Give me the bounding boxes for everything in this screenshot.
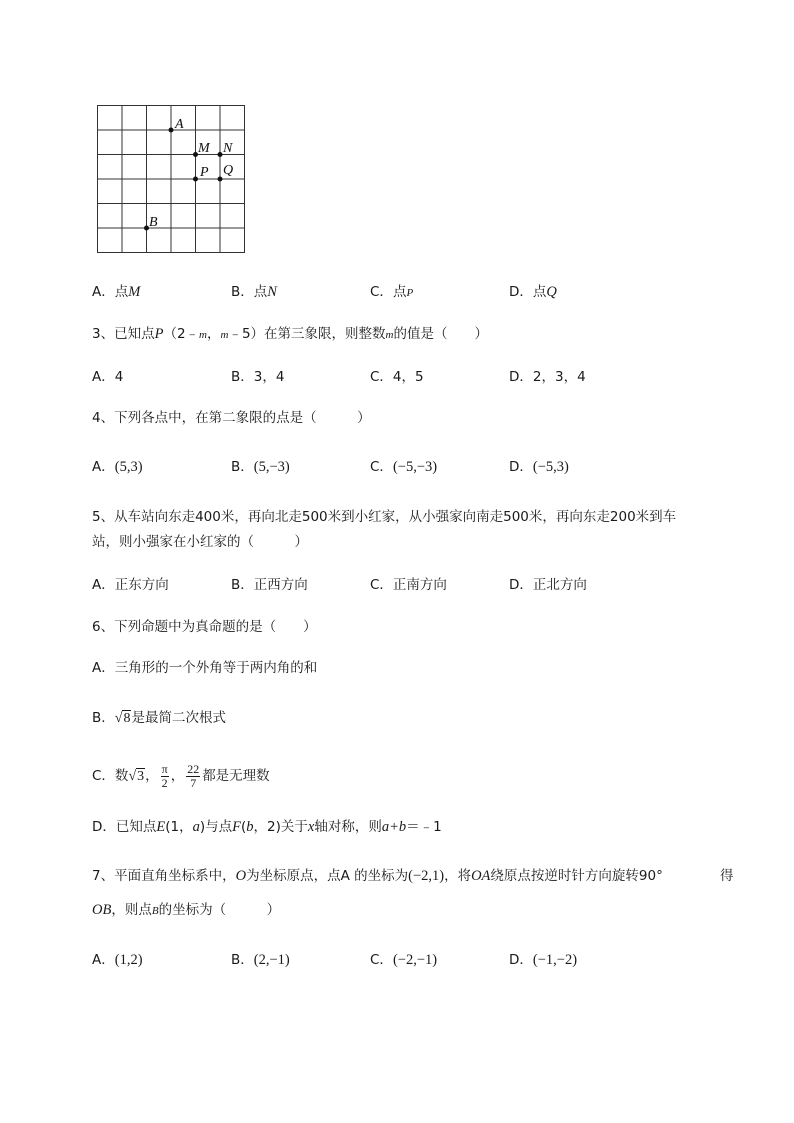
option-text: 点 <box>532 284 547 300</box>
denominator: 2 <box>161 775 168 790</box>
option-text: 都是无理数 <box>202 768 270 784</box>
q7-option-c[interactable] <box>370 951 437 969</box>
numerator: 22 <box>187 761 200 776</box>
q5-stem-line1: 5、从车站向东走400米，再向北走500米到小红家，从小强家向南走500米，再向东走200米到车 <box>92 509 677 525</box>
point-a <box>169 128 174 133</box>
q6-option-c[interactable] <box>92 760 270 793</box>
option-coord: (−5,3) <box>532 459 569 475</box>
var-f: F <box>232 819 242 835</box>
coord-open: （2﹣ <box>163 326 200 342</box>
point-p <box>193 177 198 182</box>
stem-text: 绕原点按逆时针方向旋转90° <box>490 868 663 884</box>
q5-option-a[interactable]: A．正东方向 <box>92 577 169 593</box>
option-letter: D． <box>509 459 533 475</box>
var-ob: OB <box>92 902 112 918</box>
q3-option-c[interactable]: C．4，5 <box>370 369 424 385</box>
option-var: N <box>267 284 277 300</box>
stem-text: 在第三象限，则整数 <box>264 326 386 342</box>
sqrt-8: √8 <box>114 711 131 726</box>
var-x: x <box>307 819 315 835</box>
point-q <box>218 177 223 182</box>
q2-option-c[interactable] <box>370 283 413 302</box>
q4-option-d[interactable] <box>509 458 569 476</box>
stem-text: ，则点 <box>111 902 152 918</box>
separator: ， <box>145 768 159 784</box>
numerator: π <box>161 761 168 776</box>
separator: ， <box>170 768 185 784</box>
radicand: 8 <box>123 711 131 726</box>
option-text: 是最简二次根式 <box>131 710 226 726</box>
option-letter: D． <box>509 952 533 968</box>
option-letter: D． <box>509 284 533 300</box>
var-o: O <box>235 868 247 884</box>
denominator: 7 <box>190 775 197 790</box>
option-var: Q <box>546 284 557 300</box>
q7-stem-line2 <box>92 901 280 920</box>
q2-option-b[interactable] <box>231 283 277 301</box>
coord-text: ( <box>241 819 247 835</box>
var-m: m <box>199 329 207 341</box>
option-letter: B． <box>231 459 254 475</box>
q6-option-a[interactable]: A．三角形的一个外角等于两内角的和 <box>92 660 318 676</box>
option-coord: (−2,−1) <box>392 952 438 968</box>
option-coord: (5,3) <box>114 459 143 475</box>
var-b: b <box>246 819 254 835</box>
var-m: m <box>385 329 394 341</box>
label-m: M <box>198 141 210 156</box>
option-letter: C． <box>370 459 393 475</box>
option-letter: C． <box>370 952 393 968</box>
q6-stem: 6、下列命题中为真命题的是（ ） <box>92 619 317 635</box>
label-q: Q <box>223 163 234 178</box>
q7-option-a[interactable] <box>92 951 143 969</box>
option-letter: B． <box>231 284 254 300</box>
var-m: m <box>220 329 229 341</box>
var-oa: OA <box>471 868 491 884</box>
var-e: E <box>156 819 166 835</box>
option-coord: (2,−1) <box>253 952 290 968</box>
question-number: 3、 <box>92 326 115 342</box>
q7-stem-line1 <box>92 867 663 885</box>
option-var: M <box>128 284 141 300</box>
q5-option-b[interactable]: B．正西方向 <box>231 577 308 593</box>
label-a: A <box>175 117 184 132</box>
coord-text: ，2)关于 <box>253 819 308 835</box>
q7-option-d[interactable] <box>509 951 577 969</box>
q5-option-c[interactable]: C．正南方向 <box>370 577 447 593</box>
var-p: P <box>154 326 164 342</box>
q3-option-d[interactable]: D．2，3，4 <box>509 369 586 385</box>
option-text: 点 <box>114 284 129 300</box>
option-text: 点 <box>392 284 407 300</box>
option-letter: B． <box>231 952 254 968</box>
q5-stem-line2: 站，则小强家在小红家的（ ） <box>92 534 308 550</box>
option-coord: (1,2) <box>114 952 143 968</box>
q6-option-b[interactable] <box>92 709 226 728</box>
label-b: B <box>149 215 158 230</box>
stem-text: 的值是（ ） <box>393 326 488 342</box>
q3-stem <box>92 325 488 344</box>
coord-a: (−2,1) <box>408 868 445 884</box>
option-letter: A． <box>92 284 115 300</box>
sqrt-3: √3 <box>128 769 145 784</box>
option-text: 轴对称，则 <box>314 819 382 835</box>
fraction-22-over-7 <box>186 763 200 790</box>
expr-sum: a+b <box>381 819 407 835</box>
q4-option-c[interactable] <box>370 458 437 476</box>
radicand: 3 <box>137 769 145 784</box>
option-letter: C．数 <box>92 768 129 784</box>
point-n <box>218 152 223 157</box>
q3-option-a[interactable]: A．4 <box>92 369 124 385</box>
q4-stem: 4、下列各点中，在第二象限的点是（ ） <box>92 410 371 426</box>
q5-option-d[interactable]: D．正北方向 <box>509 577 587 593</box>
coord-text: )与点 <box>199 819 233 835</box>
option-letter: A． <box>92 952 115 968</box>
option-letter: C． <box>370 284 393 300</box>
grid-figure <box>96 104 248 256</box>
coord-text: (1， <box>165 819 193 835</box>
stem-text: ，将 <box>444 868 472 884</box>
option-letter: A． <box>92 459 115 475</box>
option-coord: (−1,−2) <box>532 952 578 968</box>
q7-stem-tail: 得 <box>720 868 734 884</box>
stem-text: 已知点 <box>114 326 155 342</box>
coord-close: ﹣5） <box>228 326 265 342</box>
q7-option-b[interactable] <box>231 951 290 969</box>
var-b: B <box>151 905 159 917</box>
stem-text: 为坐标原点，点A 的坐标为 <box>246 868 409 884</box>
q2-option-a[interactable] <box>92 283 140 301</box>
option-text: 点 <box>253 284 268 300</box>
stem-text: 7、平面直角坐标系中， <box>92 868 236 884</box>
comma: ， <box>207 326 221 342</box>
option-coord: (−5,−3) <box>392 459 438 475</box>
q6-option-d[interactable] <box>92 818 442 836</box>
option-letter: B． <box>92 710 115 726</box>
label-p: P <box>200 165 209 180</box>
q4-option-b[interactable] <box>231 458 290 476</box>
stem-text: 的坐标为（ ） <box>158 902 281 918</box>
fraction-pi-over-2 <box>161 763 169 790</box>
option-var: P <box>406 287 414 299</box>
q2-option-d[interactable] <box>509 283 557 301</box>
q3-option-b[interactable]: B．3，4 <box>231 369 285 385</box>
q4-option-a[interactable] <box>92 458 143 476</box>
label-n: N <box>223 141 233 156</box>
option-letter: D．已知点 <box>92 819 157 835</box>
option-coord: (5,−3) <box>253 459 290 475</box>
var-a: a <box>192 819 200 835</box>
option-text: ＝﹣1 <box>406 819 442 835</box>
